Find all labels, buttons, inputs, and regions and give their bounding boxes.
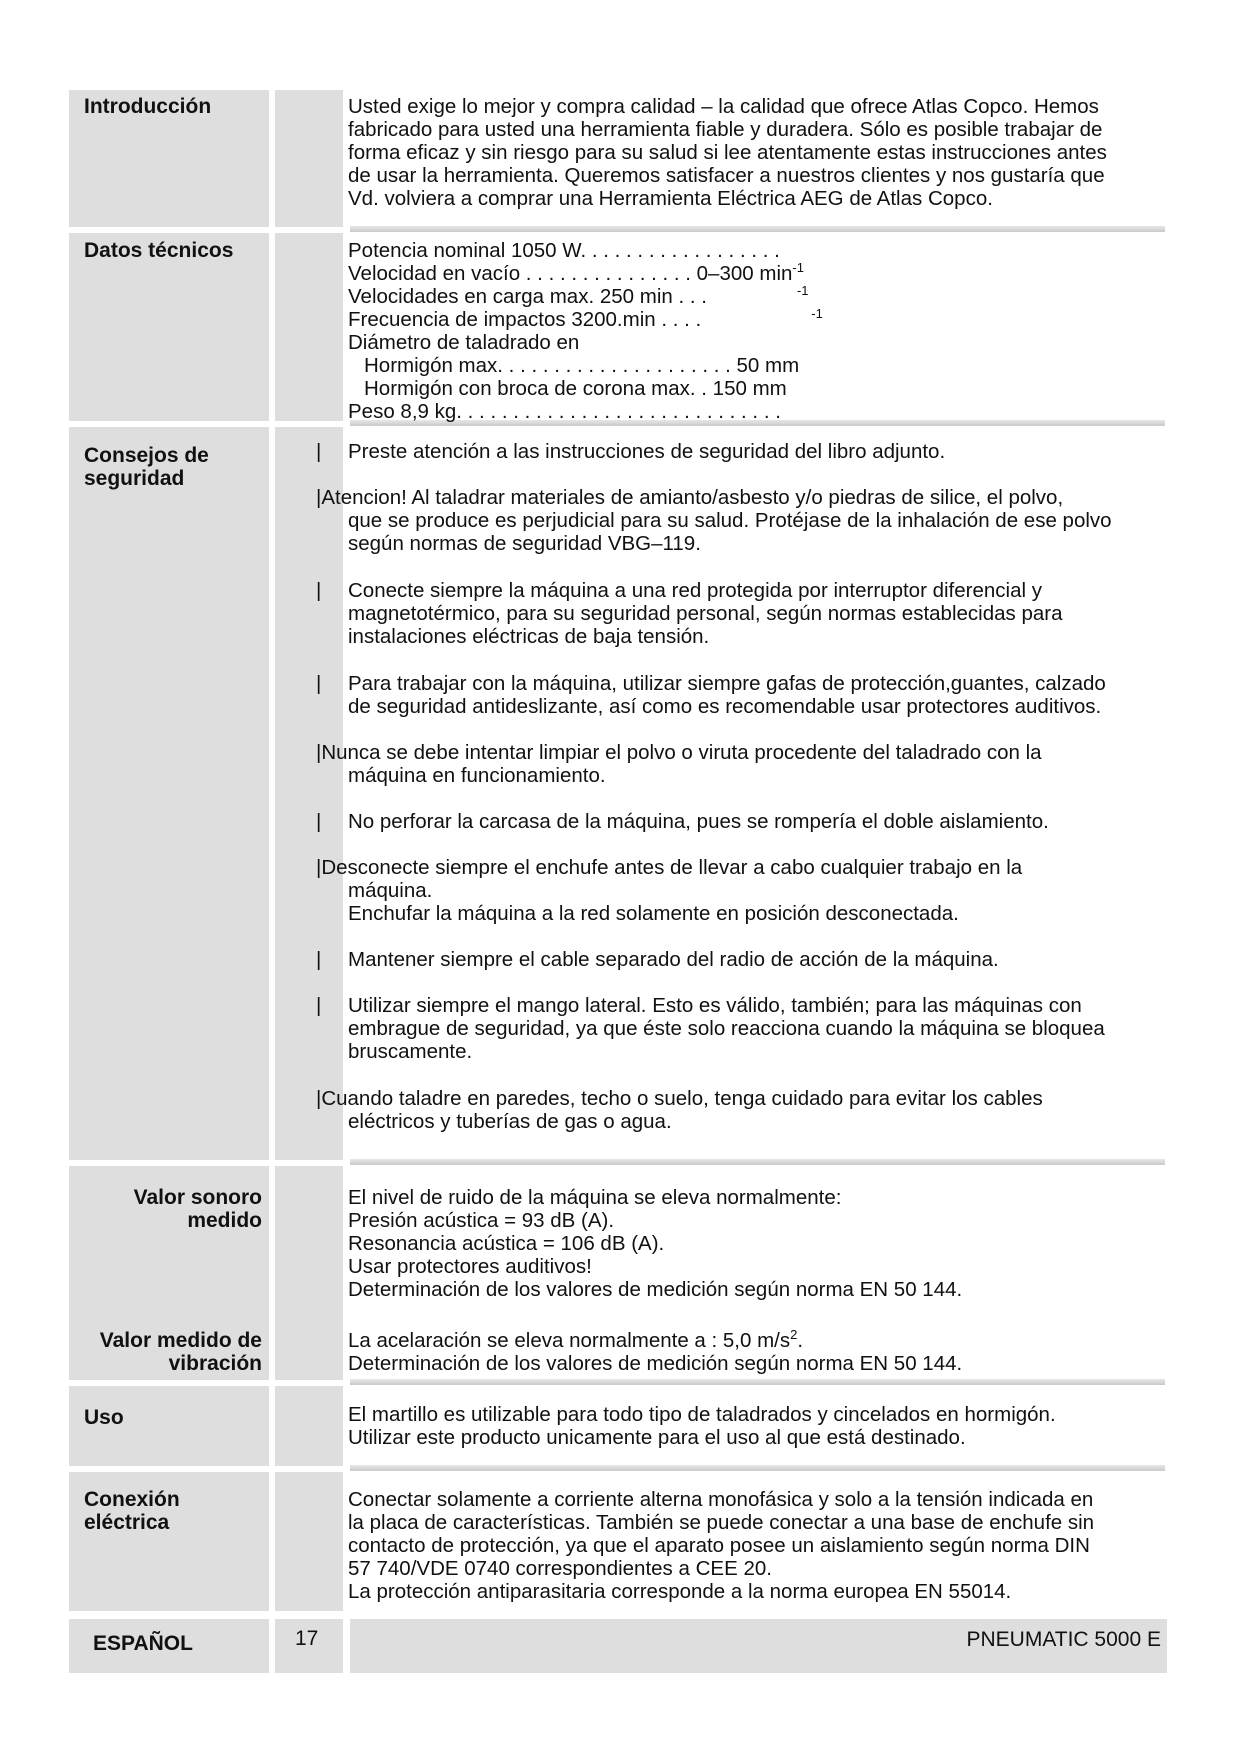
intro-text: Usted exige lo mejor y compra calidad – la calidad que ofrece Atlas Copco. Hemos fabricado para usted una herramienta fiable y duradera. Sólo es posible trabajar de forma eficaz y sin riesgo para su salud si lee atentamente estas instrucciones antes de usar la herramienta. Queremos satisfacer a nuestros clientes y nos gustaría que Vd. volviera a comprar una Herramienta Eléctrica AEG de Atlas Copco. <box>348 95 1107 210</box>
safety-list <box>316 440 1112 1133</box>
separator <box>350 226 1165 232</box>
section-label-introduccion: Introducción <box>84 95 212 118</box>
separator <box>350 1465 1165 1471</box>
technical-data <box>348 239 823 423</box>
list-item: | Preste atención a las instrucciones de seguridad del libro adjunto. <box>316 440 946 463</box>
separator <box>350 1159 1165 1165</box>
conexion-text: Conectar solamente a corriente alterna monofásica y solo a la tensión indicada en la placa de características. También se puede conectar a una base de enchufe sin contacto de protección, ya que el aparato posee un aislamiento según norma DIN 57 740/VDE 0740 correspondientes a CEE 20. La protección antiparasitaria corresponde a la norma europea EN 55014. <box>348 1488 1095 1603</box>
list-item: | Mantener siempre el cable separado del radio de acción de la máquina. <box>316 948 999 971</box>
frecuencia: Frecuencia de impactos 3200.min . . . . $^{-1}$ <box>348 306 823 331</box>
section-label-uso: Uso <box>84 1406 124 1429</box>
page-number: 17 <box>295 1627 319 1650</box>
section-label-conexion: Conexión eléctrica <box>84 1488 180 1534</box>
diametro: Diámetro de taladrado en <box>348 331 580 354</box>
section-label-datos-tecnicos: Datos técnicos <box>84 239 234 262</box>
list-item: |Cuando taladre en paredes, techo o suelo, tenga cuidado para evitar los cables eléctricos y tuberías de gas o agua. <box>316 1087 1043 1133</box>
hormigon: Hormigón max. . . . . . . . . . . . . . . . . . . . . 50 mm <box>364 354 800 377</box>
footer-language: ESPAÑOL <box>93 1632 193 1655</box>
hormigon-corona: Hormigón con broca de corona max. . 150 mm <box>364 377 787 400</box>
uso-text: El martillo es utilizable para todo tipo de taladrados y cincelados en hormigón. Utilizar este producto unicamente para el uso al que está destinado. <box>348 1403 1056 1449</box>
list-item: | Para trabajar con la máquina, utilizar siempre gafas de protección,guantes, calzado de seguridad antideslizante, así como es recomendable usar protectores auditivos. <box>316 672 1106 718</box>
section-label-vibracion: Valor medido de vibración <box>99 1329 262 1375</box>
list-item: | Conecte siempre la máquina a una red protegida por interruptor diferencial y magnetotérmico, para su seguridad personal, según normas establecidas para instalaciones eléctricas de baja tensión. <box>316 579 1063 648</box>
list-item: |Nunca se debe intentar limpiar el polvo o viruta procedente del taladrado con la máquina en funcionamiento. <box>316 741 1042 787</box>
sound-text: El nivel de ruido de la máquina se eleva normalmente: Presión acústica = 93 dB (A). Resonancia acústica = 106 dB (A). Usar protectores auditivos! Determinación de los valores de medición según norma EN 50 144. <box>348 1186 963 1301</box>
list-item: |Atencion! Al taladrar materiales de amianto/asbesto y/o piedras de silice, el polvo, que se produce es perjudicial para su salud. Protéjase de la inhalación de ese polvo según normas de seguridad VBG–119. <box>316 486 1112 555</box>
footer-model: PNEUMATIC 5000 E <box>966 1628 1161 1651</box>
section-label-consejos: Consejos de seguridad <box>84 444 209 490</box>
label-column <box>69 90 269 1673</box>
list-item: |Desconecte siempre el enchufe antes de llevar a cabo cualquier trabajo en la máquina. Enchufar la máquina a la red solamente en posición desconectada. <box>316 856 1023 925</box>
list-item: | Utilizar siempre el mango lateral. Esto es válido, también; para las máquinas con embrague de seguridad, ya que éste solo reacciona cuando la máquina se bloquea bruscamente. <box>316 994 1105 1063</box>
peso: Peso 8,9 kg. . . . . . . . . . . . . . . . . . . . . . . . . . . . . <box>348 400 781 423</box>
list-item: | No perforar la carcasa de la máquina, pues se rompería el doble aislamiento. <box>316 810 1049 833</box>
velocidad-carga: Velocidades en carga max. 250 min . . . $^{-1}$ <box>348 283 809 308</box>
velocidad: Velocidad en vacío . . . . . . . . . . . . . . . 0–300 $\min^{-1}$ <box>348 260 804 285</box>
potencia: Potencia nominal 1050 W. . . . . . . . . . . . . . . . . . <box>348 239 780 262</box>
section-label-sonoro: Valor sonoro medido <box>133 1186 262 1232</box>
separator <box>350 1379 1165 1385</box>
vibration-text: La acelaración se eleva normalmente a : 5,0 $m/s^2$. Determinación de los valores de medición según norma EN 50 144. <box>348 1327 963 1375</box>
